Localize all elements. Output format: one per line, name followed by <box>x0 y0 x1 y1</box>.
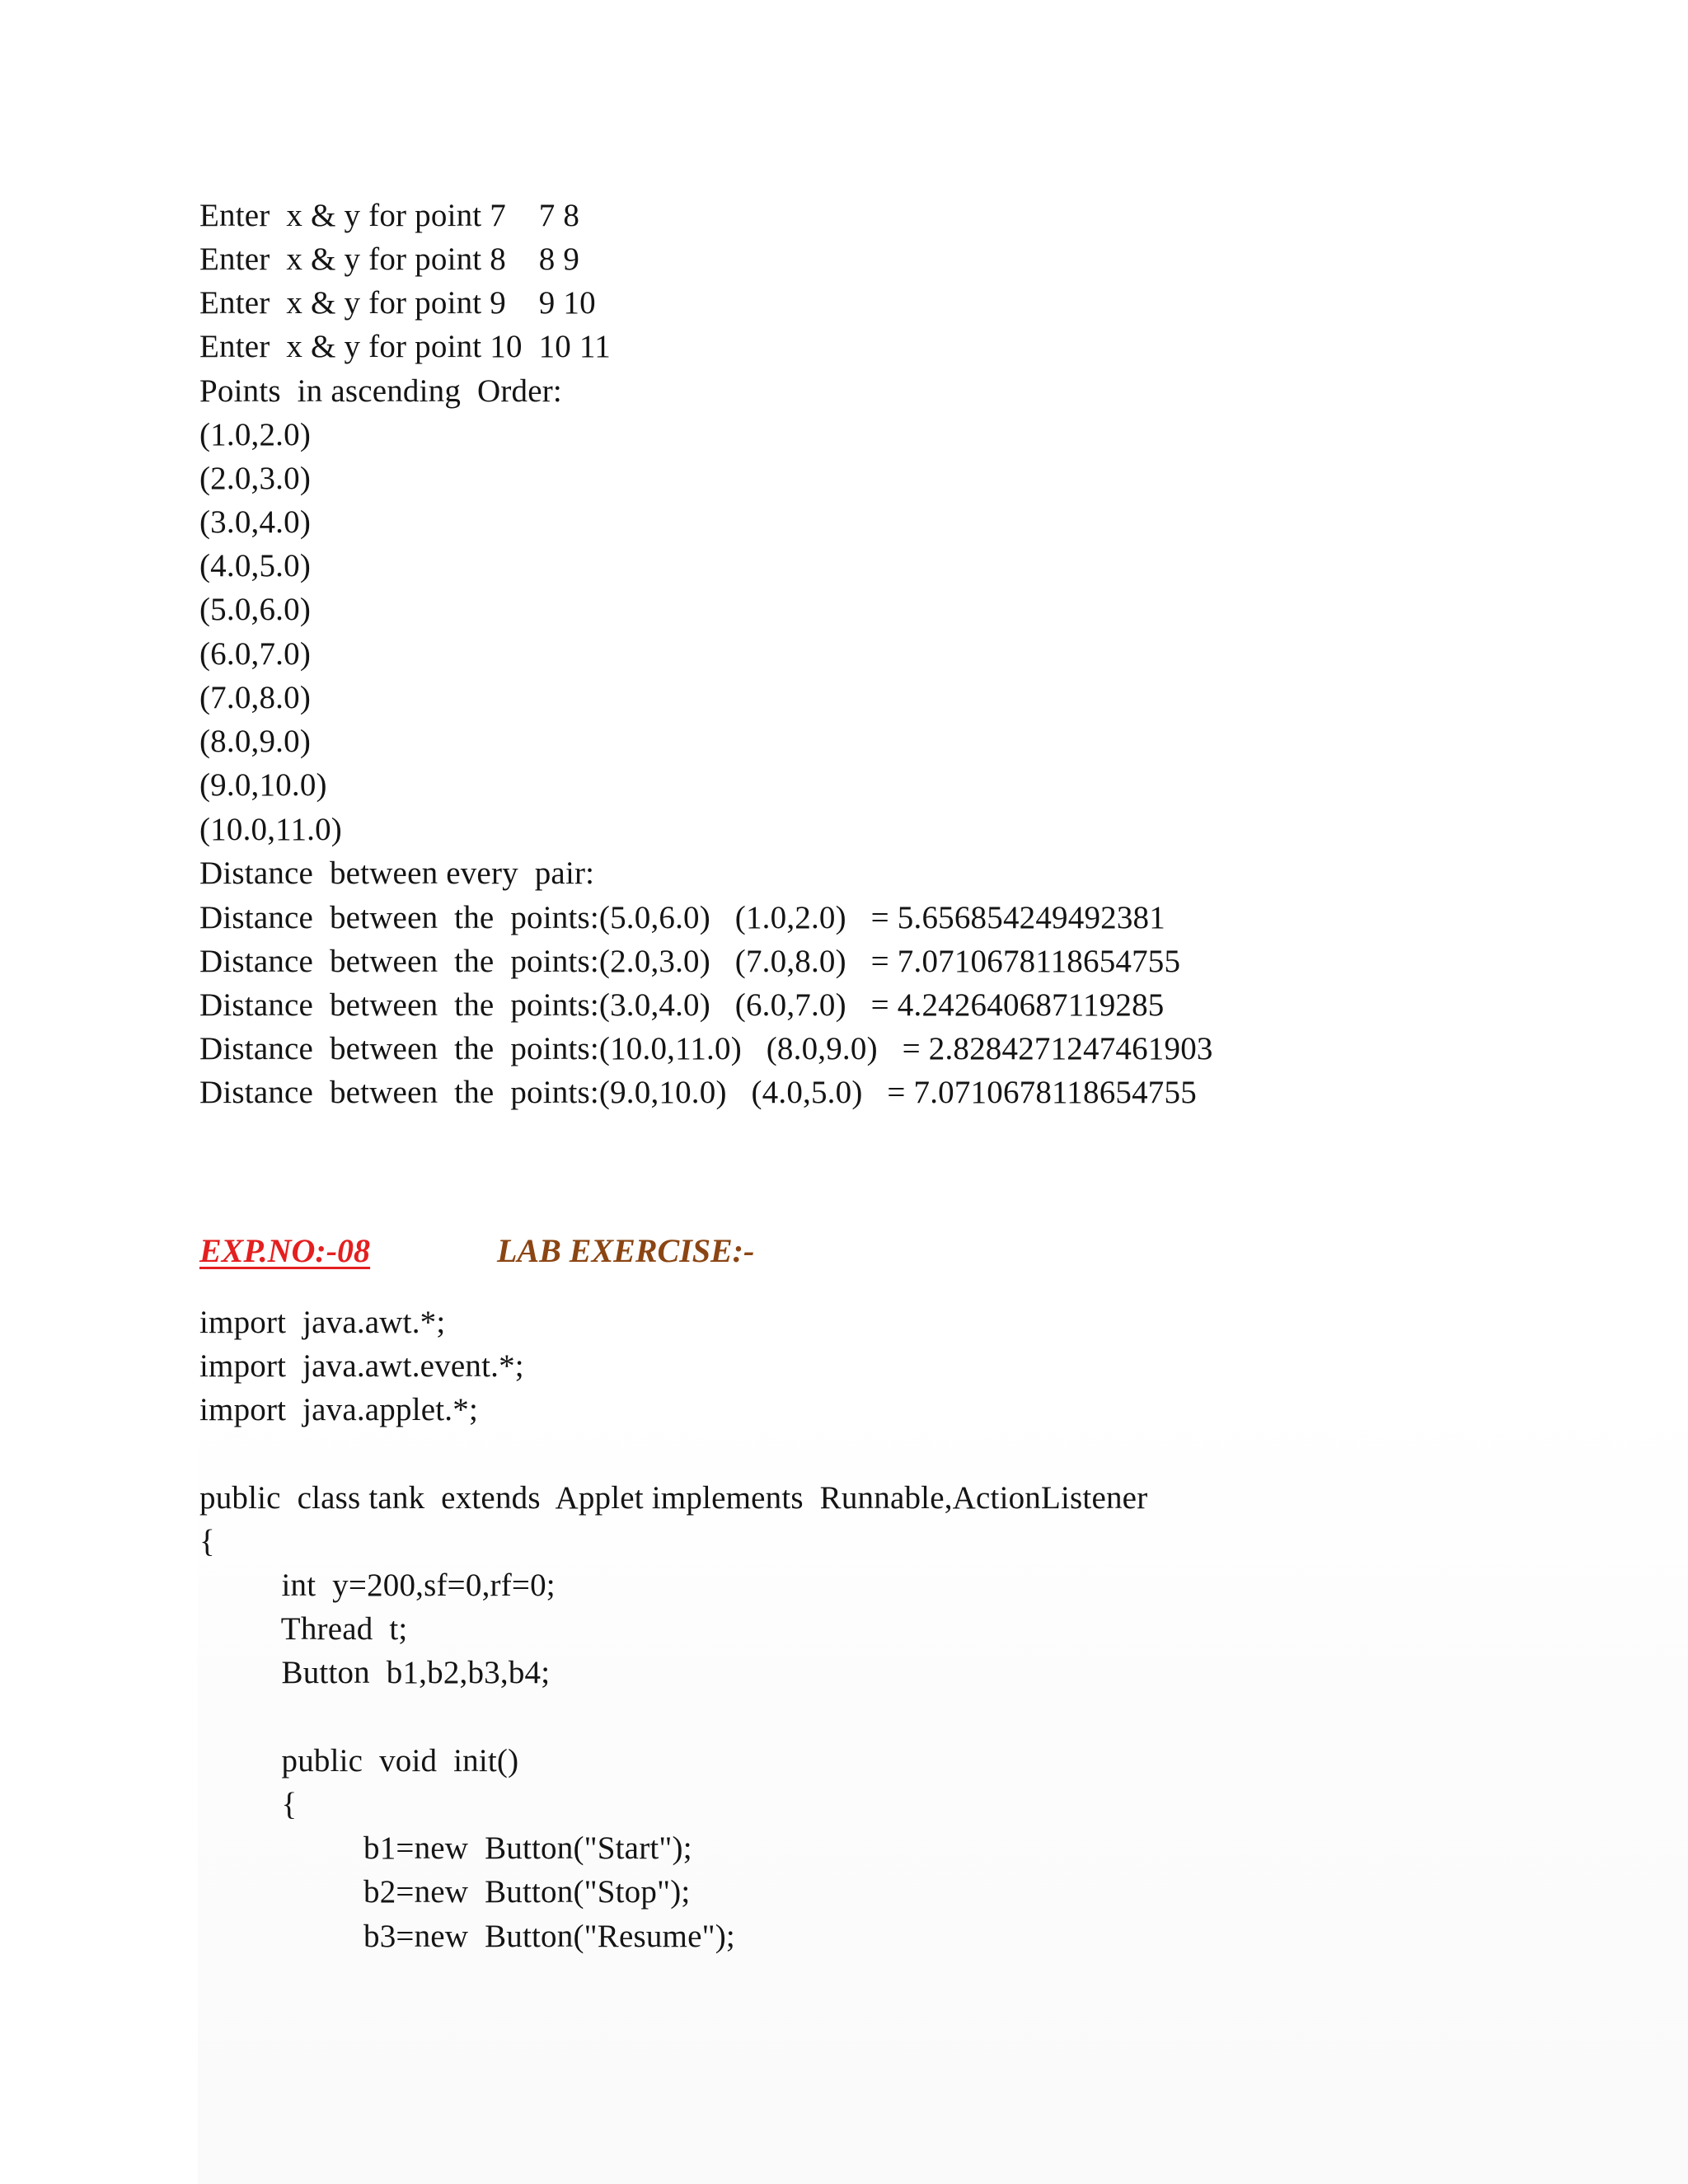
output-line: Enter x & y for point 9 9 10 <box>199 285 596 321</box>
code-line: b1=new Button("Start"); <box>199 1830 692 1866</box>
output-line: Distance between every pair: <box>199 855 595 891</box>
output-line: (8.0,9.0) <box>199 724 312 759</box>
output-line: (1.0,2.0) <box>199 417 312 452</box>
code-line: b3=new Button("Resume"); <box>199 1919 735 1954</box>
output-line: (6.0,7.0) <box>199 636 312 672</box>
code-line: Thread t; <box>199 1611 408 1647</box>
output-line: (4.0,5.0) <box>199 548 312 583</box>
output-line: Enter x & y for point 8 8 9 <box>199 241 580 277</box>
lab-exercise-heading: LAB EXERCISE:- <box>497 1232 755 1269</box>
code-line: { <box>199 1787 298 1822</box>
experiment-number-heading: EXP.NO:-08 <box>199 1232 371 1269</box>
output-line: Points in ascending Order: <box>199 373 562 409</box>
output-line: (7.0,8.0) <box>199 680 312 715</box>
code-line: import java.applet.*; <box>199 1392 478 1427</box>
output-line: Distance between the points:(2.0,3.0) (7.0,8.0) = 7.0710678118654755 <box>199 944 1181 979</box>
code-line: { <box>199 1524 215 1559</box>
output-line: Distance between the points:(10.0,11.0) (8.0,9.0) = 2.8284271247461903 <box>199 1031 1213 1066</box>
output-line: Enter x & y for point 10 10 11 <box>199 329 611 364</box>
code-background <box>198 1401 1688 2184</box>
output-line: Enter x & y for point 7 7 8 <box>199 198 580 233</box>
output-line: (9.0,10.0) <box>199 767 327 803</box>
output-line: Distance between the points:(5.0,6.0) (1.0,2.0) = 5.656854249492381 <box>199 900 1165 935</box>
code-line: b2=new Button("Stop"); <box>199 1874 691 1910</box>
output-line: (10.0,11.0) <box>199 812 342 847</box>
code-line: int y=200,sf=0,rf=0; <box>199 1568 556 1603</box>
output-line: (2.0,3.0) <box>199 461 312 496</box>
code-line: public void init() <box>199 1743 519 1779</box>
output-line: (3.0,4.0) <box>199 504 312 540</box>
code-line: Button b1,b2,b3,b4; <box>199 1655 551 1690</box>
output-line: (5.0,6.0) <box>199 592 312 627</box>
code-line: import java.awt.*; <box>199 1305 446 1340</box>
code-line: import java.awt.event.*; <box>199 1348 524 1384</box>
output-line: Distance between the points:(9.0,10.0) (4.0,5.0) = 7.0710678118654755 <box>199 1075 1197 1110</box>
code-line: public class tank extends Applet implements Runnable,ActionListener <box>199 1480 1148 1516</box>
output-line: Distance between the points:(3.0,4.0) (6.0,7.0) = 4.242640687119285 <box>199 987 1165 1023</box>
